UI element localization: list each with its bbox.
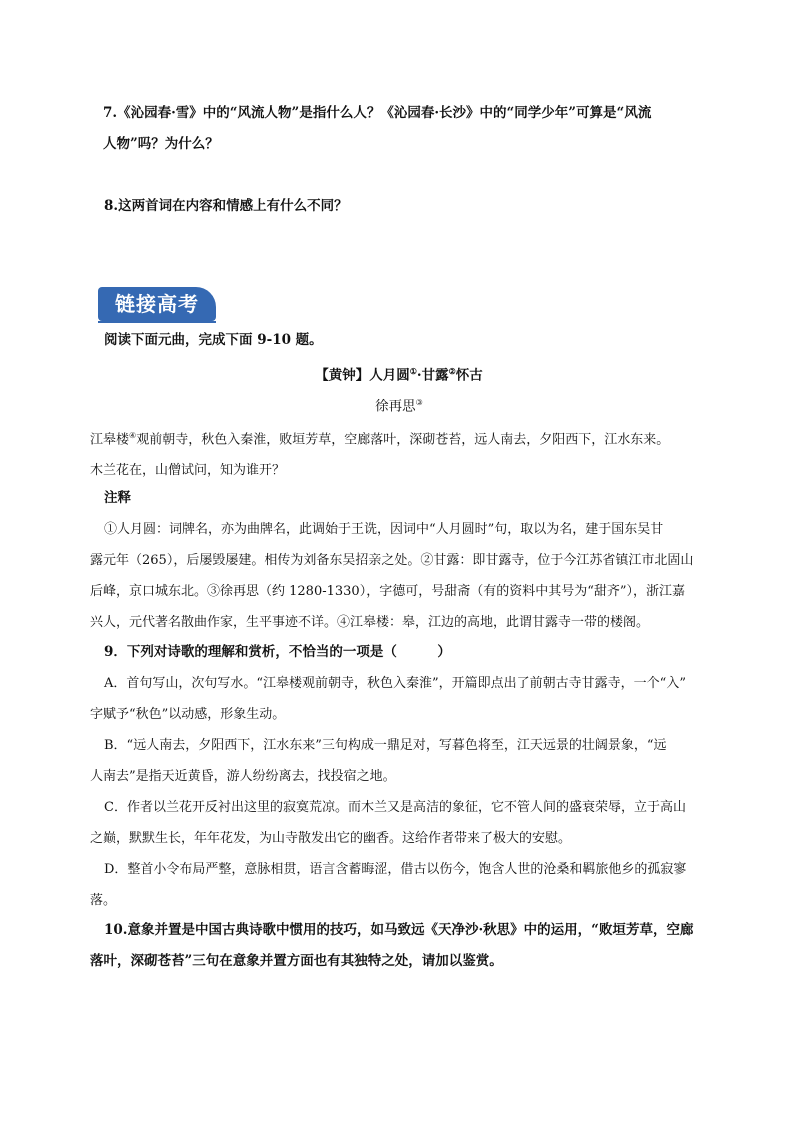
question-7 [103, 98, 693, 160]
banner-underline [98, 321, 216, 323]
poem-line-1: 江皋楼④观前朝寺，秋色入秦淮，败垣芳草，空廊落叶，深砌苍苔，远人南去，夕阳西下，江水东来。 [90, 431, 670, 448]
question-7-line1: 7.《沁园春·雪》中的“风流人物”是指什么人？《沁园春·长沙》中的“同学少年”可算是“风流 [103, 105, 652, 121]
note-line: ①人月圆：词牌名，亦为曲牌名，此调始于王诜，因词中“人月圆时”句，取以为名，建于国东吴甘 [104, 522, 664, 537]
note-line: 兴人，元代著名散曲作家，生平事迹不详。④江皋楼：皋，江边的高地，此谓甘露寺一带的楼阁。 [90, 615, 650, 630]
note-line: 后峰，京口城东北。③徐再思（约 1280-1330），字德可，号甜斋（有的资料中其号为“甜齐”），浙江嘉 [90, 584, 685, 599]
option-a: A．首句写山，次句写水。“江皋楼观前朝寺，秋色入秦淮”，开篇即点出了前朝古寺甘露寺，一个“入” 字赋予“秋色”以动感，形象生动。 [90, 676, 686, 722]
poem-title: 【黄钟】人月圆①·甘露②怀古 [315, 366, 483, 384]
poem-body [90, 420, 710, 486]
notes-body [90, 514, 704, 638]
option-c: C．作者以兰花开反衬出这里的寂寞荒凉。而木兰又是高洁的象征，它不管人间的盛衰荣辱，立于高山 之巅，默默生长，年年花发，为山寺散发出它的幽香。这给作者带来了极大的安慰。 [90, 800, 686, 846]
section-banner [98, 287, 216, 321]
option-d: D．整首小令布局严整，意脉相贯，语言含蓄晦涩，借古以伤今，饱含人世的沧桑和羁旅他乡的孤寂寥 落。 [90, 862, 687, 908]
poem-author: 徐再思③ [375, 398, 423, 415]
reading-intro: 阅读下面元曲，完成下面 9-10 题。 [104, 332, 323, 348]
question-10-line1: 10.意象并置是中国古典诗歌中惯用的技巧，如马致远《天净沙·秋思》中的运用，“败垣芳草，空廊 [104, 922, 694, 938]
note-line: 露元年（265），后屡毁屡建。相传为刘备东吴招亲之处。②甘露：即甘露寺，位于今江苏省镇江市北固山 [90, 553, 694, 568]
question-9-options [90, 668, 704, 916]
question-7-line2: 人物”吗？为什么？ [103, 136, 219, 152]
question-8: 8.这两首词在内容和情感上有什么不同？ [104, 198, 348, 214]
section-banner-title: 链接高考 [115, 292, 199, 316]
question-10-line2: 落叶，深砌苍苔”三句在意象并置方面也有其独特之处，请加以鉴赏。 [90, 953, 503, 969]
notes-heading: 注释 [104, 490, 131, 506]
question-9-stem: 9．下列对诗歌的理解和赏析，不恰当的一项是（ ） [104, 644, 451, 660]
question-10 [90, 915, 704, 977]
option-b: B．“远人南去，夕阳西下，江水东来”三句构成一鼎足对，写暮色将至，江天远景的壮阔景象，“远 人南去”是指天近黄昏，游人纷纷离去，找投宿之地。 [90, 738, 667, 784]
poem-line-2: 木兰花在，山僧试问，知为谁开？ [90, 463, 286, 479]
